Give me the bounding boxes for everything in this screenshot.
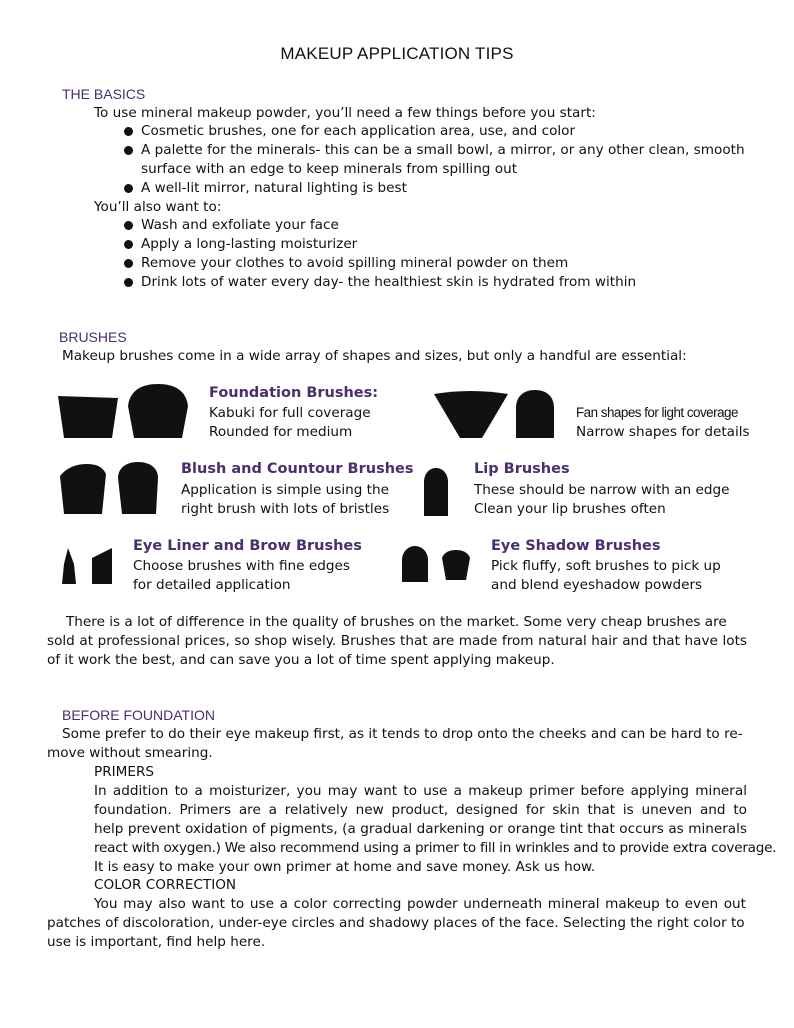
blush-line: Application is simple using the (181, 482, 389, 498)
lip-brush-icon (422, 466, 450, 518)
section-heading-before-foundation: BEFORE FOUNDATION (62, 707, 215, 723)
before-intro-line: move without smearing. (47, 745, 213, 761)
list-item: Drink lots of water every day- the healthiest skin is hydrated from within (141, 274, 637, 290)
primers-heading: PRIMERS (94, 764, 155, 780)
list-item: A well-lit mirror, natural lighting is best (141, 180, 407, 196)
bullet-icon (124, 259, 133, 268)
foundation-line: Rounded for medium (209, 424, 353, 440)
rounded-brush-icon (126, 382, 190, 440)
page-title: MAKEUP APPLICATION TIPS (280, 44, 514, 63)
list-item: Cosmetic brushes, one for each application area, use, and color (141, 123, 576, 139)
brushes-intro: Makeup brushes come in a wide array of shapes and sizes, but only a handful are essential: (62, 348, 687, 364)
bullet-icon (124, 146, 133, 155)
list-item-continued: surface with an edge to keep minerals from spilling out (141, 161, 518, 177)
blush-line: right brush with lots of bristles (181, 501, 390, 517)
basics-intro: To use mineral makeup powder, you’ll need a few things before you start: (94, 105, 596, 121)
quality-line: of it work the best, and can save you a lot of time spent applying makeup. (47, 652, 555, 668)
eyeliner-line: Choose brushes with fine edges (133, 558, 350, 574)
bullet-icon (124, 240, 133, 249)
quality-line: sold at professional prices, so shop wisely. Brushes that are made from natural hair and that have lots (47, 633, 747, 649)
bullet-icon (124, 184, 133, 193)
color-line: use is important, find help here. (47, 934, 266, 950)
color-line: patches of discoloration, under-eye circles and shadowy places of the face. Selecting the right color to (47, 915, 745, 931)
primers-line: help prevent oxidation of pigments, (a gradual darkening or orange tint that occurs as minerals (94, 821, 747, 837)
primers-line: react with oxygen.) We also recommend using a primer to fill in wrinkles and to provide extra coverage. (94, 840, 777, 856)
also-want-label: You’ll also want to: (94, 199, 222, 215)
eyeliner-brushes-title: Eye Liner and Brow Brushes (133, 538, 362, 554)
eyeshadow-line: Pick fluffy, soft brushes to pick up (491, 558, 721, 574)
color-correction-heading: COLOR CORRECTION (94, 877, 237, 893)
foundation-line: Kabuki for full coverage (209, 405, 371, 421)
primers-line: It is easy to make your own primer at home and save money. Ask us how. (94, 859, 596, 875)
eyeshadow-brush-icon (400, 544, 430, 584)
before-intro-line: Some prefer to do their eye makeup first, as it tends to drop onto the cheeks and can be hard to re- (62, 726, 743, 742)
list-item: A palette for the minerals- this can be a small bowl, a mirror, or any other clean, smooth (141, 142, 745, 158)
fan-line: Narrow shapes for details (576, 424, 750, 440)
brow-brush-icon (90, 546, 114, 586)
section-heading-brushes: BRUSHES (59, 329, 127, 345)
lip-line: These should be narrow with an edge (474, 482, 730, 498)
narrow-brush-icon (514, 388, 556, 440)
blush-brush-icon (58, 462, 108, 516)
list-item: Wash and exfoliate your face (141, 217, 339, 233)
blending-brush-icon (440, 548, 472, 582)
quality-line: There is a lot of difference in the quality of brushes on the market. Some very cheap brushes are (66, 614, 727, 630)
color-line: You may also want to use a color correcting powder underneath mineral makeup to even out (94, 896, 746, 912)
kabuki-brush-icon (56, 394, 120, 440)
bullet-icon (124, 127, 133, 136)
lip-line: Clean your lip brushes often (474, 501, 666, 517)
eyeliner-line: for detailed application (133, 577, 291, 593)
primers-line: foundation. Primers are a relatively new product, designed for skin that is uneven and to (94, 802, 747, 818)
bullet-icon (124, 221, 133, 230)
contour-brush-icon (116, 460, 160, 516)
section-heading-basics: THE BASICS (62, 86, 146, 102)
bullet-icon (124, 278, 133, 287)
eyeshadow-brushes-title: Eye Shadow Brushes (491, 538, 661, 554)
blush-brushes-title: Blush and Countour Brushes (181, 461, 414, 477)
eyeliner-brush-icon (58, 546, 80, 586)
fan-line: Fan shapes for light coverage (576, 405, 738, 420)
fan-brush-icon (432, 390, 510, 440)
eyeshadow-line: and blend eyeshadow powders (491, 577, 703, 593)
primers-line: In addition to a moisturizer, you may want to use a makeup primer before applying mineral (94, 783, 747, 799)
list-item: Apply a long-lasting moisturizer (141, 236, 358, 252)
foundation-brushes-title: Foundation Brushes: (209, 385, 379, 401)
list-item: Remove your clothes to avoid spilling mineral powder on them (141, 255, 569, 271)
lip-brushes-title: Lip Brushes (474, 461, 570, 477)
